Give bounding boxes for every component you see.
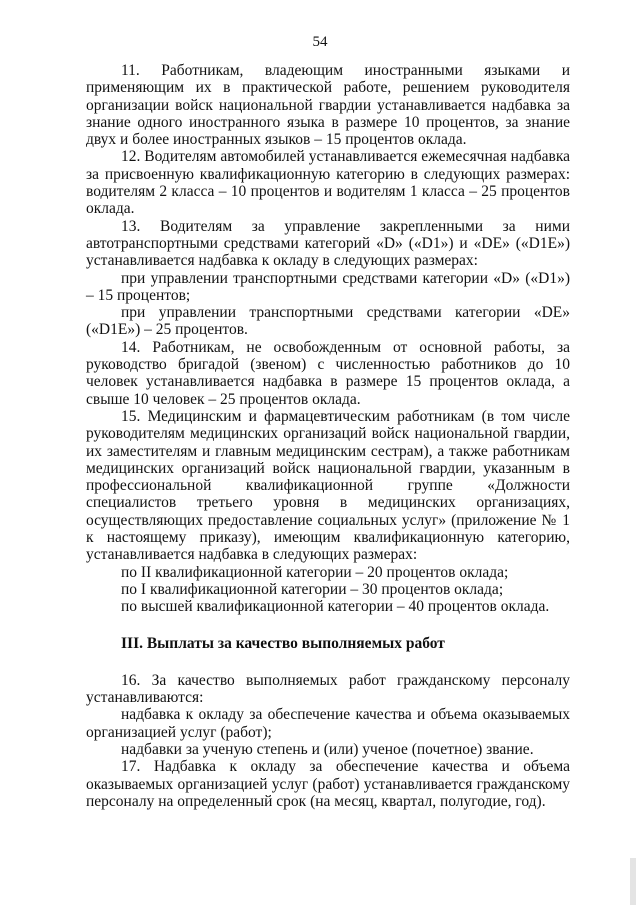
paragraph-11: 11. Работникам, владеющим иностранными языками и применяющим их в практической работе, решением руководителя организации войск национальной гвардии устанавливается надбавка за знание одного иностранного языка в размере 10 процентов, за знание двух и более иностранных языков – 15 процентов оклада. — [86, 62, 570, 149]
paragraph-17: 17. Надбавка к окладу за обеспечение качества и объема оказываемых организацией услуг (работ) устанавливается гражданскому персоналу на определенный срок (на месяц, квартал, полугодие, год). — [86, 758, 570, 810]
paragraph-13-item-de: при управлении транспортными средствами категории «DE» («D1E») – 25 процентов. — [86, 304, 570, 339]
page-number: 54 — [312, 34, 328, 50]
paragraph-15-item-1: по I квалификационной категории – 30 процентов оклада; — [121, 580, 504, 598]
paragraph-16: 16. За качество выполняемых работ гражданскому персоналу устанавливаются: — [86, 671, 570, 707]
paragraph-13: 13. Водителям за управление закрепленными за ними автотранспортными средствами категорий «D» («D1») и «DE» («D1E») устанавливается надбавка к окладу в следующих размерах: — [86, 217, 570, 270]
paragraph-16-item-quality: надбавка к окладу за обеспечение качества и объема оказываемых организацией услуг (работ); — [86, 706, 570, 741]
paragraph-15-item-highest: по высшей квалификационной категории – 40 процентов оклада. — [121, 598, 550, 616]
section-heading: III. Выплаты за качество выполняемых работ — [121, 634, 445, 652]
paragraph-14: 14. Работникам, не освобожденным от основной работы, за руководство бригадой (звеном) с численностью работников до 10 человек устанавливается надбавка в размере 15 процентов оклада, а свыше 10 человек – 25 процентов оклада. — [86, 338, 570, 408]
paragraph-12: 12. Водителям автомобилей устанавливается ежемесячная надбавка за присвоенную квалификационную категорию в следующих размерах: водителям 2 класса – 10 процентов и водителям 1 класса – 25 процентов оклада. — [86, 148, 570, 218]
document-body — [86, 62, 570, 810]
paragraph-15: 15. Медицинским и фармацевтическим работникам (в том числе руководителям медицинских организаций войск национальной гвардии, их заместителям и главным медицинским сестрам), а также работникам медицинских организаций войск национальной гвардии, указанным в профессиональной квалификационной группе «Должности специалистов третьего уровня в медицинских организациях, осуществляющих предоставление социальных услуг» (приложение № 1 к настоящему приказу), имеющим квалификационную категорию, устанавливается надбавка в следующих размерах: — [86, 407, 570, 564]
paragraph-16-item-degree: надбавки за ученую степень и (или) ученое (почетное) звание. — [121, 740, 534, 758]
paragraph-13-item-d: при управлении транспортными средствами категории «D» («D1») – 15 процентов; — [86, 269, 570, 304]
paragraph-15-item-2: по II квалификационной категории – 20 процентов оклада; — [121, 563, 509, 581]
scan-edge-mark — [630, 858, 636, 905]
